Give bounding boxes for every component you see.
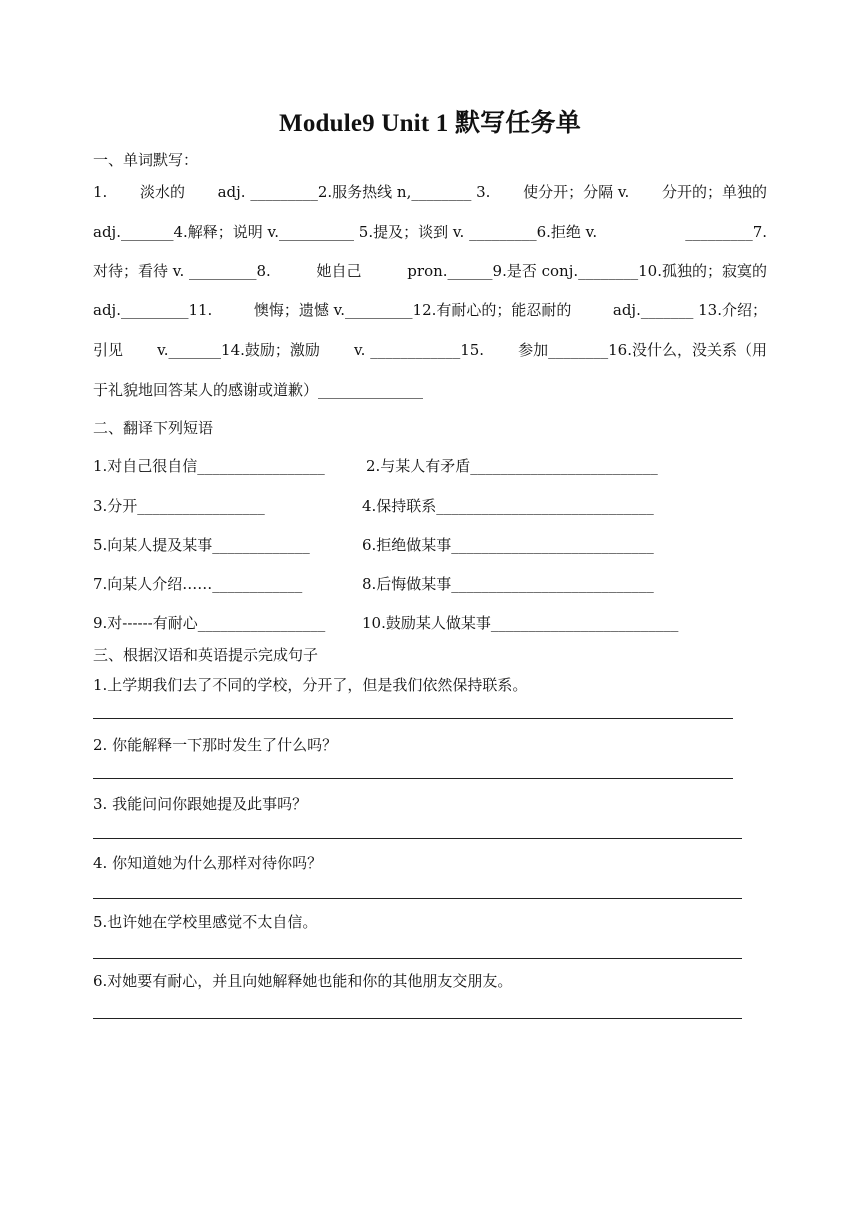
phrase-item: 2.与某人有矛盾_________________________ <box>366 457 658 475</box>
phrase-item: 3.分开_________________ <box>93 497 265 515</box>
phrase-item: 8.后悔做某事___________________________ <box>362 575 654 593</box>
vocab-text: 对待；看待 v. _________8. <box>93 262 271 280</box>
page-title: Module9 Unit 1 默写任务单 <box>279 110 581 137</box>
vocab-line-6: 于礼貌地回答某人的感谢或道歉）______________ <box>93 381 424 399</box>
phrase-item: 6.拒绝做某事___________________________ <box>362 536 654 554</box>
sentence-prompt: 5.也许她在学校里感觉不太自信。 <box>93 913 318 931</box>
vocab-line-3 <box>93 261 767 281</box>
vocab-text: 懊悔；遗憾 v._________12.有耐心的；能忍耐的 <box>253 301 572 319</box>
phrase-item: 4.保持联系_____________________________ <box>362 497 654 515</box>
vocab-text: pron.______9.是否 conj.________10.孤独的；寂寞的 <box>407 262 767 280</box>
vocab-text: 参加________16.没什么，没关系（用 <box>518 341 767 359</box>
vocab-text: _________7. <box>685 223 767 241</box>
answer-line[interactable] <box>93 1018 742 1019</box>
vocab-text: adj. _________2.服务热线 n,________ 3. <box>217 183 491 201</box>
sentence-prompt: 2. 你能解释一下那时发生了什么吗？ <box>93 736 338 754</box>
vocab-text: v._______14.鼓励；激励 <box>157 341 320 359</box>
answer-line[interactable] <box>93 778 733 779</box>
vocab-text: 分开的；单独的 <box>661 183 767 201</box>
vocab-text: 引见 <box>93 341 124 359</box>
vocab-text: adj._______ 13.介绍； <box>612 301 767 319</box>
vocab-text: 她自己 <box>316 262 362 280</box>
phrase-item: 9.对------有耐心_________________ <box>93 614 326 632</box>
vocab-text: adj._________11. <box>93 301 213 319</box>
vocab-line-4 <box>93 300 767 320</box>
vocab-line-1 <box>93 182 767 202</box>
answer-line[interactable] <box>93 718 733 719</box>
sentence-prompt: 6.对她要有耐心，并且向她解释她也能和你的其他朋友交朋友。 <box>93 972 513 990</box>
answer-line[interactable] <box>93 958 742 959</box>
answer-line[interactable] <box>93 898 742 899</box>
phrase-item: 5.向某人提及某事_____________ <box>93 536 310 554</box>
section2-heading: 二、翻译下列短语 <box>93 419 214 437</box>
section3-heading: 三、根据汉语和英语提示完成句子 <box>93 646 319 664</box>
phrase-item: 7.向某人介绍……____________ <box>93 575 303 593</box>
vocab-text: 淡水的 <box>139 183 185 201</box>
phrase-item: 10.鼓励某人做某事_________________________ <box>362 614 679 632</box>
vocab-line-2 <box>93 222 767 242</box>
section1-heading: 一、单词默写： <box>93 151 199 169</box>
phrase-item: 1.对自己很自信_________________ <box>93 457 325 475</box>
sentence-prompt: 1.上学期我们去了不同的学校，分开了，但是我们依然保持联系。 <box>93 676 528 694</box>
sentence-prompt: 3. 我能问问你跟她提及此事吗？ <box>93 795 308 813</box>
vocab-text: adj._______4.解释；说明 v.__________ 5.提及；谈到 v. _________6.拒绝 v. <box>93 223 598 241</box>
answer-line[interactable] <box>93 838 742 839</box>
vocab-text: 使分开；分隔 v. <box>523 183 630 201</box>
vocab-text: 1. <box>93 183 108 201</box>
vocab-text: v. ____________15. <box>353 341 485 359</box>
vocab-line-5 <box>93 340 767 360</box>
sentence-prompt: 4. 你知道她为什么那样对待你吗？ <box>93 854 323 872</box>
